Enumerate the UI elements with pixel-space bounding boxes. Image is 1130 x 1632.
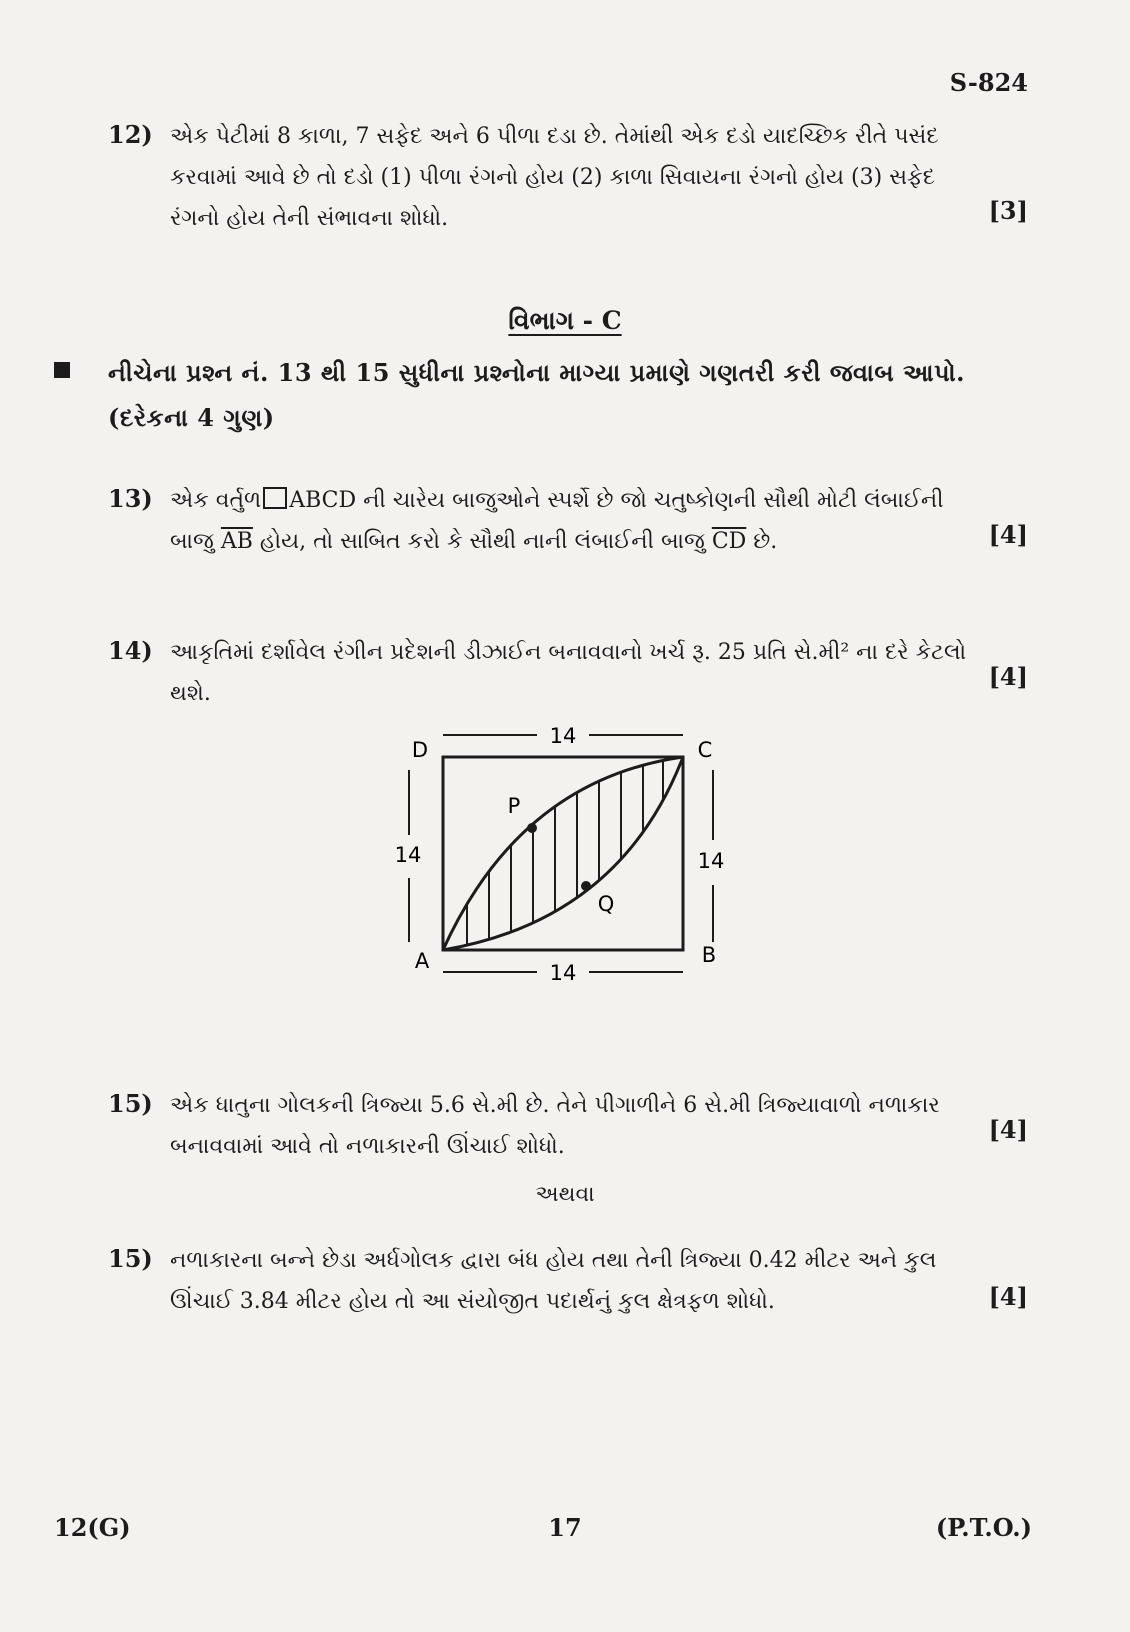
question-12 xyxy=(108,116,1028,246)
point-p xyxy=(527,823,537,833)
page-number: 17 xyxy=(548,1513,582,1542)
quadrilateral-symbol-icon xyxy=(263,487,287,509)
label-a: A xyxy=(414,949,430,973)
section-instruction: નીચેના પ્રશ્ન નં. 13 થી 15 સુધીના પ્રશ્નોના માગ્યા પ્રમાણે ગણતરી કરી જવાબ આપો. (દરેકના 4 ગુણ) xyxy=(108,358,965,432)
dim-left: 14 xyxy=(394,843,422,867)
square-outline xyxy=(443,757,683,950)
label-q: Q xyxy=(597,892,615,916)
question-marks: [4] xyxy=(988,1115,1028,1144)
or-separator: અથવા xyxy=(535,1182,595,1207)
label-b: B xyxy=(701,943,717,967)
question-13 xyxy=(108,480,1028,570)
footer-code: 12(G) xyxy=(54,1513,131,1542)
question-marks: [3] xyxy=(988,196,1028,225)
question-marks: [4] xyxy=(988,520,1028,549)
question-marks: [4] xyxy=(988,662,1028,691)
dim-right: 14 xyxy=(697,849,725,873)
segment-cd: $\overline{CD}$ xyxy=(711,529,747,554)
point-q xyxy=(581,881,591,891)
square-design-figure xyxy=(380,718,730,980)
arc-apc xyxy=(443,757,683,950)
question-14 xyxy=(108,632,1028,712)
question-text: એક ધાતુના ગોલકની ત્રિજ્યા 5.6 સે.મી છે. તેને પીગાળીને 6 સે.મી ત્રિજ્યાવાળો નળાકાર બનાવવામાં આવે તો નળાકારની ઊંચાઈ શોધો. xyxy=(170,1093,940,1159)
question-text: એક પેટીમાં 8 કાળા, 7 સફેદ અને 6 પીળા દડા છે. તેમાંથી એક દડો યાદચ્છિક રીતે પસંદ કરવામાં આવે છે તો દડો (1) પીળા રંગનો હોય (2) કાળા સિવાયના રંગનો હોય (3) સફેદ રંગનો હોય તેની સંભાવના શોધો. xyxy=(170,124,939,231)
question-15-b xyxy=(108,1240,1028,1330)
pto-label: (P.T.O.) xyxy=(935,1513,1032,1542)
section-title: વિભાગ - C xyxy=(508,306,622,335)
dim-bottom: 14 xyxy=(549,961,577,980)
label-p: P xyxy=(507,794,521,818)
paper-code: S-824 xyxy=(949,68,1028,97)
bullet-square-icon xyxy=(54,362,70,378)
question-number: 15) xyxy=(108,1089,153,1118)
question-number: 12) xyxy=(108,120,153,149)
shaded-region xyxy=(467,760,663,950)
question-text: એક વર્તુળ ABCD ની ચારેય બાજુઓને સ્પર્શે છે જો ચતુષ્કોણની સૌથી મોટી લંબાઈની બાજુ $\overline{AB}$ હોય, તો સાબિત કરો કે સૌથી નાની લંબાઈની બાજુ $\overline{CD}$ છે. xyxy=(170,488,944,554)
dim-top: 14 xyxy=(549,724,577,748)
question-text: આકૃતિમાં દર્શાવેલ રંગીન પ્રદેશની ડીઝાઈન બનાવવાનો ખર્ચ રૂ. 25 પ્રતિ સે.મી² ના દરે કેટલો થશે. xyxy=(170,640,967,706)
label-d: D xyxy=(411,738,429,762)
label-c: C xyxy=(697,738,713,762)
question-number: 15) xyxy=(108,1244,153,1273)
question-number: 14) xyxy=(108,636,153,665)
question-number: 13) xyxy=(108,484,153,513)
question-text: નળાકારના બન્ને છેડા અર્ધગોલક દ્વારા બંધ હોય તથા તેની ત્રિજ્યા 0.42 મીટર અને કુલ ઊંચાઈ 3.84 મીટર હોય તો આ સંયોજીત પદાર્થનું કુલ ક્ષેત્રફળ શોધો. xyxy=(170,1248,937,1314)
question-marks: [4] xyxy=(988,1282,1028,1311)
question-15-a xyxy=(108,1085,1028,1175)
arc-aqc xyxy=(443,757,683,950)
segment-ab: $\overline{AB}$ xyxy=(220,529,253,554)
